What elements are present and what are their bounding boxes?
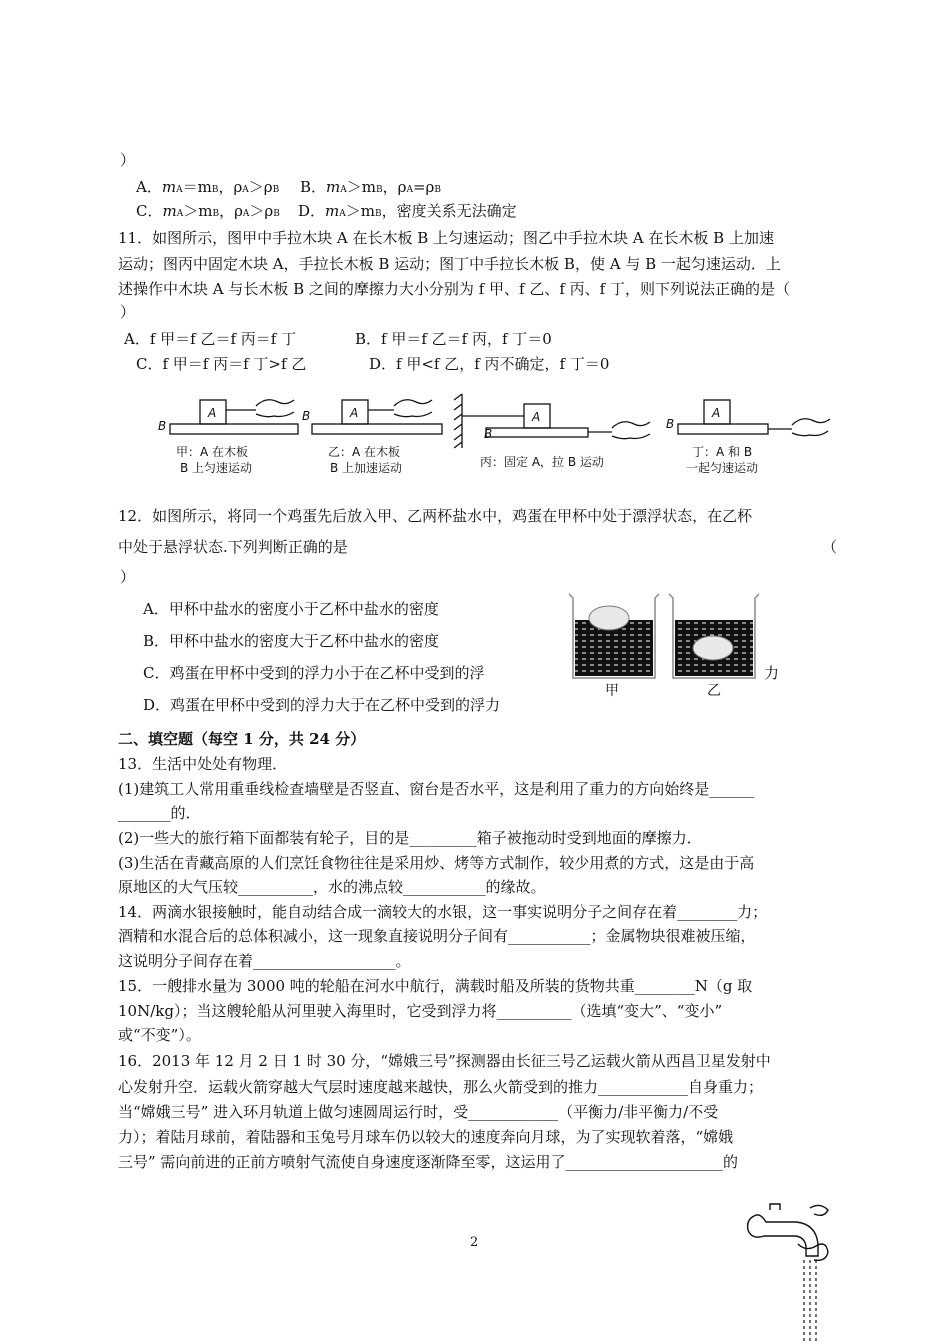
q11-friction-figure (152, 390, 852, 480)
caption-yi-2: B 上加速运动 (330, 461, 403, 475)
q10-option-c[interactable]: C．mA＞mB，ρA＞ρB (136, 202, 280, 220)
q13-line6: 原地区的大气压较__________，水的沸点较___________的缘故。 (118, 878, 546, 896)
q11-option-b[interactable]: B．f 甲＝f 乙＝f 丙，f 丁＝0 (355, 330, 552, 348)
caption-bing: 丙：固定 A，拉 B 运动 (480, 455, 604, 469)
beaker-jia (569, 594, 659, 678)
label-a-bing: A (532, 410, 541, 424)
q13-line1: 13．生活中处处有物理． (118, 755, 288, 773)
label-a-jia: A (208, 406, 217, 420)
q15-line3: 或“不变”）。 (118, 1026, 201, 1044)
q11-option-a[interactable]: A．f 甲＝f 乙＝f 丙＝f 丁 (124, 330, 297, 348)
board-b-yi (312, 424, 442, 434)
figure-yi (312, 400, 442, 434)
label-a-ding: A (712, 406, 721, 420)
hand-icon (612, 422, 650, 439)
board-b-jia (170, 424, 298, 434)
q12-option-c[interactable]: C．鸡蛋在甲杯中受到的浮力小于在乙杯中受到的浮 (143, 664, 485, 682)
page-number: 2 (470, 1235, 479, 1250)
wall-hatching (454, 394, 462, 448)
q12-stem-line2: 中处于悬浮状态.下列判断正确的是 (118, 538, 348, 556)
q16-line1: 16．2013 年 12 月 2 日 1 时 30 分，“嫦娥三号”探测器由长征三号乙运载火箭从西昌卫星发射中 (118, 1052, 771, 1070)
caption-ding-2: 一起匀速运动 (686, 461, 759, 475)
q10-paren-close: ） (120, 151, 136, 169)
q10-option-b[interactable]: B．mA＞mB，ρA=ρB (300, 178, 441, 196)
q12-paren-open: （ (822, 538, 838, 556)
q10-option-a[interactable]: A．mA＝mB，ρA＞ρB (136, 178, 280, 196)
label-b-yi: B (302, 409, 311, 423)
q15-line1: 15．一艘排水量为 3000 吨的轮船在河水中航行，满载时船及所装的货物共重________N（g 取 (118, 977, 753, 995)
q12-paren-close: ） (120, 568, 136, 586)
board-b-bing (486, 428, 588, 437)
q10-option-d[interactable]: D．mA＞mB，密度关系无法确定 (298, 202, 517, 220)
q13-line3: _______的． (118, 804, 201, 822)
hand-icon (394, 400, 432, 417)
q16-line3: 当“嫦娥三号” 进入环月轨道上做匀速圆周运行时，受____________（平衡力/非平衡力/不受 (118, 1103, 719, 1121)
caption-jia-1: 甲：A 在木板 (176, 445, 249, 459)
faucet-icon (740, 1200, 840, 1344)
q12-option-a[interactable]: A．甲杯中盐水的密度小于乙杯中盐水的密度 (143, 600, 439, 618)
caption-jia-2: B 上匀速运动 (180, 461, 253, 475)
board-b-ding (678, 424, 768, 434)
q12-stem-line1: 12．如图所示，将同一个鸡蛋先后放入甲、乙两杯盐水中，鸡蛋在甲杯中处于漂浮状态，在乙杯 (118, 507, 753, 525)
cup-label-yi: 乙 (707, 683, 721, 699)
q12-option-d[interactable]: D．鸡蛋在甲杯中受到的浮力大于在乙杯中受到的浮力 (143, 696, 501, 714)
caption-ding-1: 丁：A 和 B (692, 445, 753, 459)
q12-beakers-figure (565, 590, 775, 700)
q14-line2: 酒精和水混合后的总体积减小，这一现象直接说明分子间有___________；金属物块很难被压缩， (118, 927, 756, 945)
q11-stem-line1: 11．如图所示，图甲中手拉木块 A 在长木板 B 上匀速运动；图乙中手拉木块 A 在长木板 B 上加速 (118, 229, 774, 247)
figure-ding (678, 400, 830, 436)
q11-option-d[interactable]: D．f 甲<f 乙，f 丙不确定，f 丁＝0 (369, 355, 610, 373)
label-a-yi: A (350, 406, 359, 420)
q16-line5: 三号” 需向前进的正前方喷射气流使自身速度逐渐降至零，这运用了_____________________的 (118, 1153, 738, 1171)
q14-line3: 这说明分子间存在着___________________。 (118, 952, 411, 970)
q12-option-b[interactable]: B．甲杯中盐水的密度大于乙杯中盐水的密度 (143, 632, 440, 650)
q11-option-c[interactable]: C．f 甲＝f 丙＝f 丁>f 乙 (136, 355, 307, 373)
hand-icon (256, 400, 294, 417)
q11-stem-line3: 述操作中木块 A 与长木板 B 之间的摩擦力大小分别为 f 甲、f 乙、f 丙、f 丁，则下列说法正确的是（ (118, 280, 790, 298)
q14-line1: 14．两滴水银接触时，能自动结合成一滴较大的水银，这一事实说明分子之间存在着________力； (118, 903, 768, 921)
q12-option-c-tail: 力 (764, 664, 780, 682)
label-b-ding: B (666, 417, 675, 431)
section-2-title: 二、填空题（每空 1 分，共 24 分） (118, 730, 366, 748)
hand-icon (792, 419, 830, 436)
beaker-yi (669, 594, 759, 678)
q16-line2: 心发射升空．运载火箭穿越大气层时速度越来越快，那么火箭受到的推力____________自身重力； (118, 1078, 764, 1096)
q13-line2: (1)建筑工人常用重垂线检查墙壁是否竖直、窗台是否水平，这是利用了重力的方向始终是______ (118, 780, 755, 798)
q15-line2: 10N/kg）；当这艘轮船从河里驶入海里时，它受到浮力将__________（选填“变大”、“变小” (118, 1002, 723, 1020)
q13-line4: (2)一些大的旅行箱下面都装有轮子，目的是_________箱子被拖动时受到地面的摩擦力． (118, 829, 702, 847)
egg-suspended (693, 636, 733, 660)
label-b-jia: B (158, 419, 167, 433)
figure-jia (170, 400, 298, 434)
caption-yi-1: 乙：A 在木板 (328, 445, 401, 459)
q16-line4: 力）；着陆月球前，着陆器和玉兔号月球车仍以较大的速度奔向月球，为了实现软着落，“嫦娥 (118, 1128, 734, 1146)
label-b-bing: B (484, 427, 493, 441)
q11-stem-line2: 运动；图丙中固定木块 A，手拉长木板 B 运动；图丁中手拉长木板 B，使 A 与 B 一起匀速运动．上 (118, 255, 781, 273)
q13-line5: (3)生活在青藏高原的人们烹饪食物往往是采用炒、烤等方式制作，较少用煮的方式，这是由于高 (118, 854, 755, 872)
egg-floating (589, 606, 629, 630)
cup-label-jia: 甲 (605, 683, 619, 699)
q11-stem-line4: ） (120, 303, 136, 321)
